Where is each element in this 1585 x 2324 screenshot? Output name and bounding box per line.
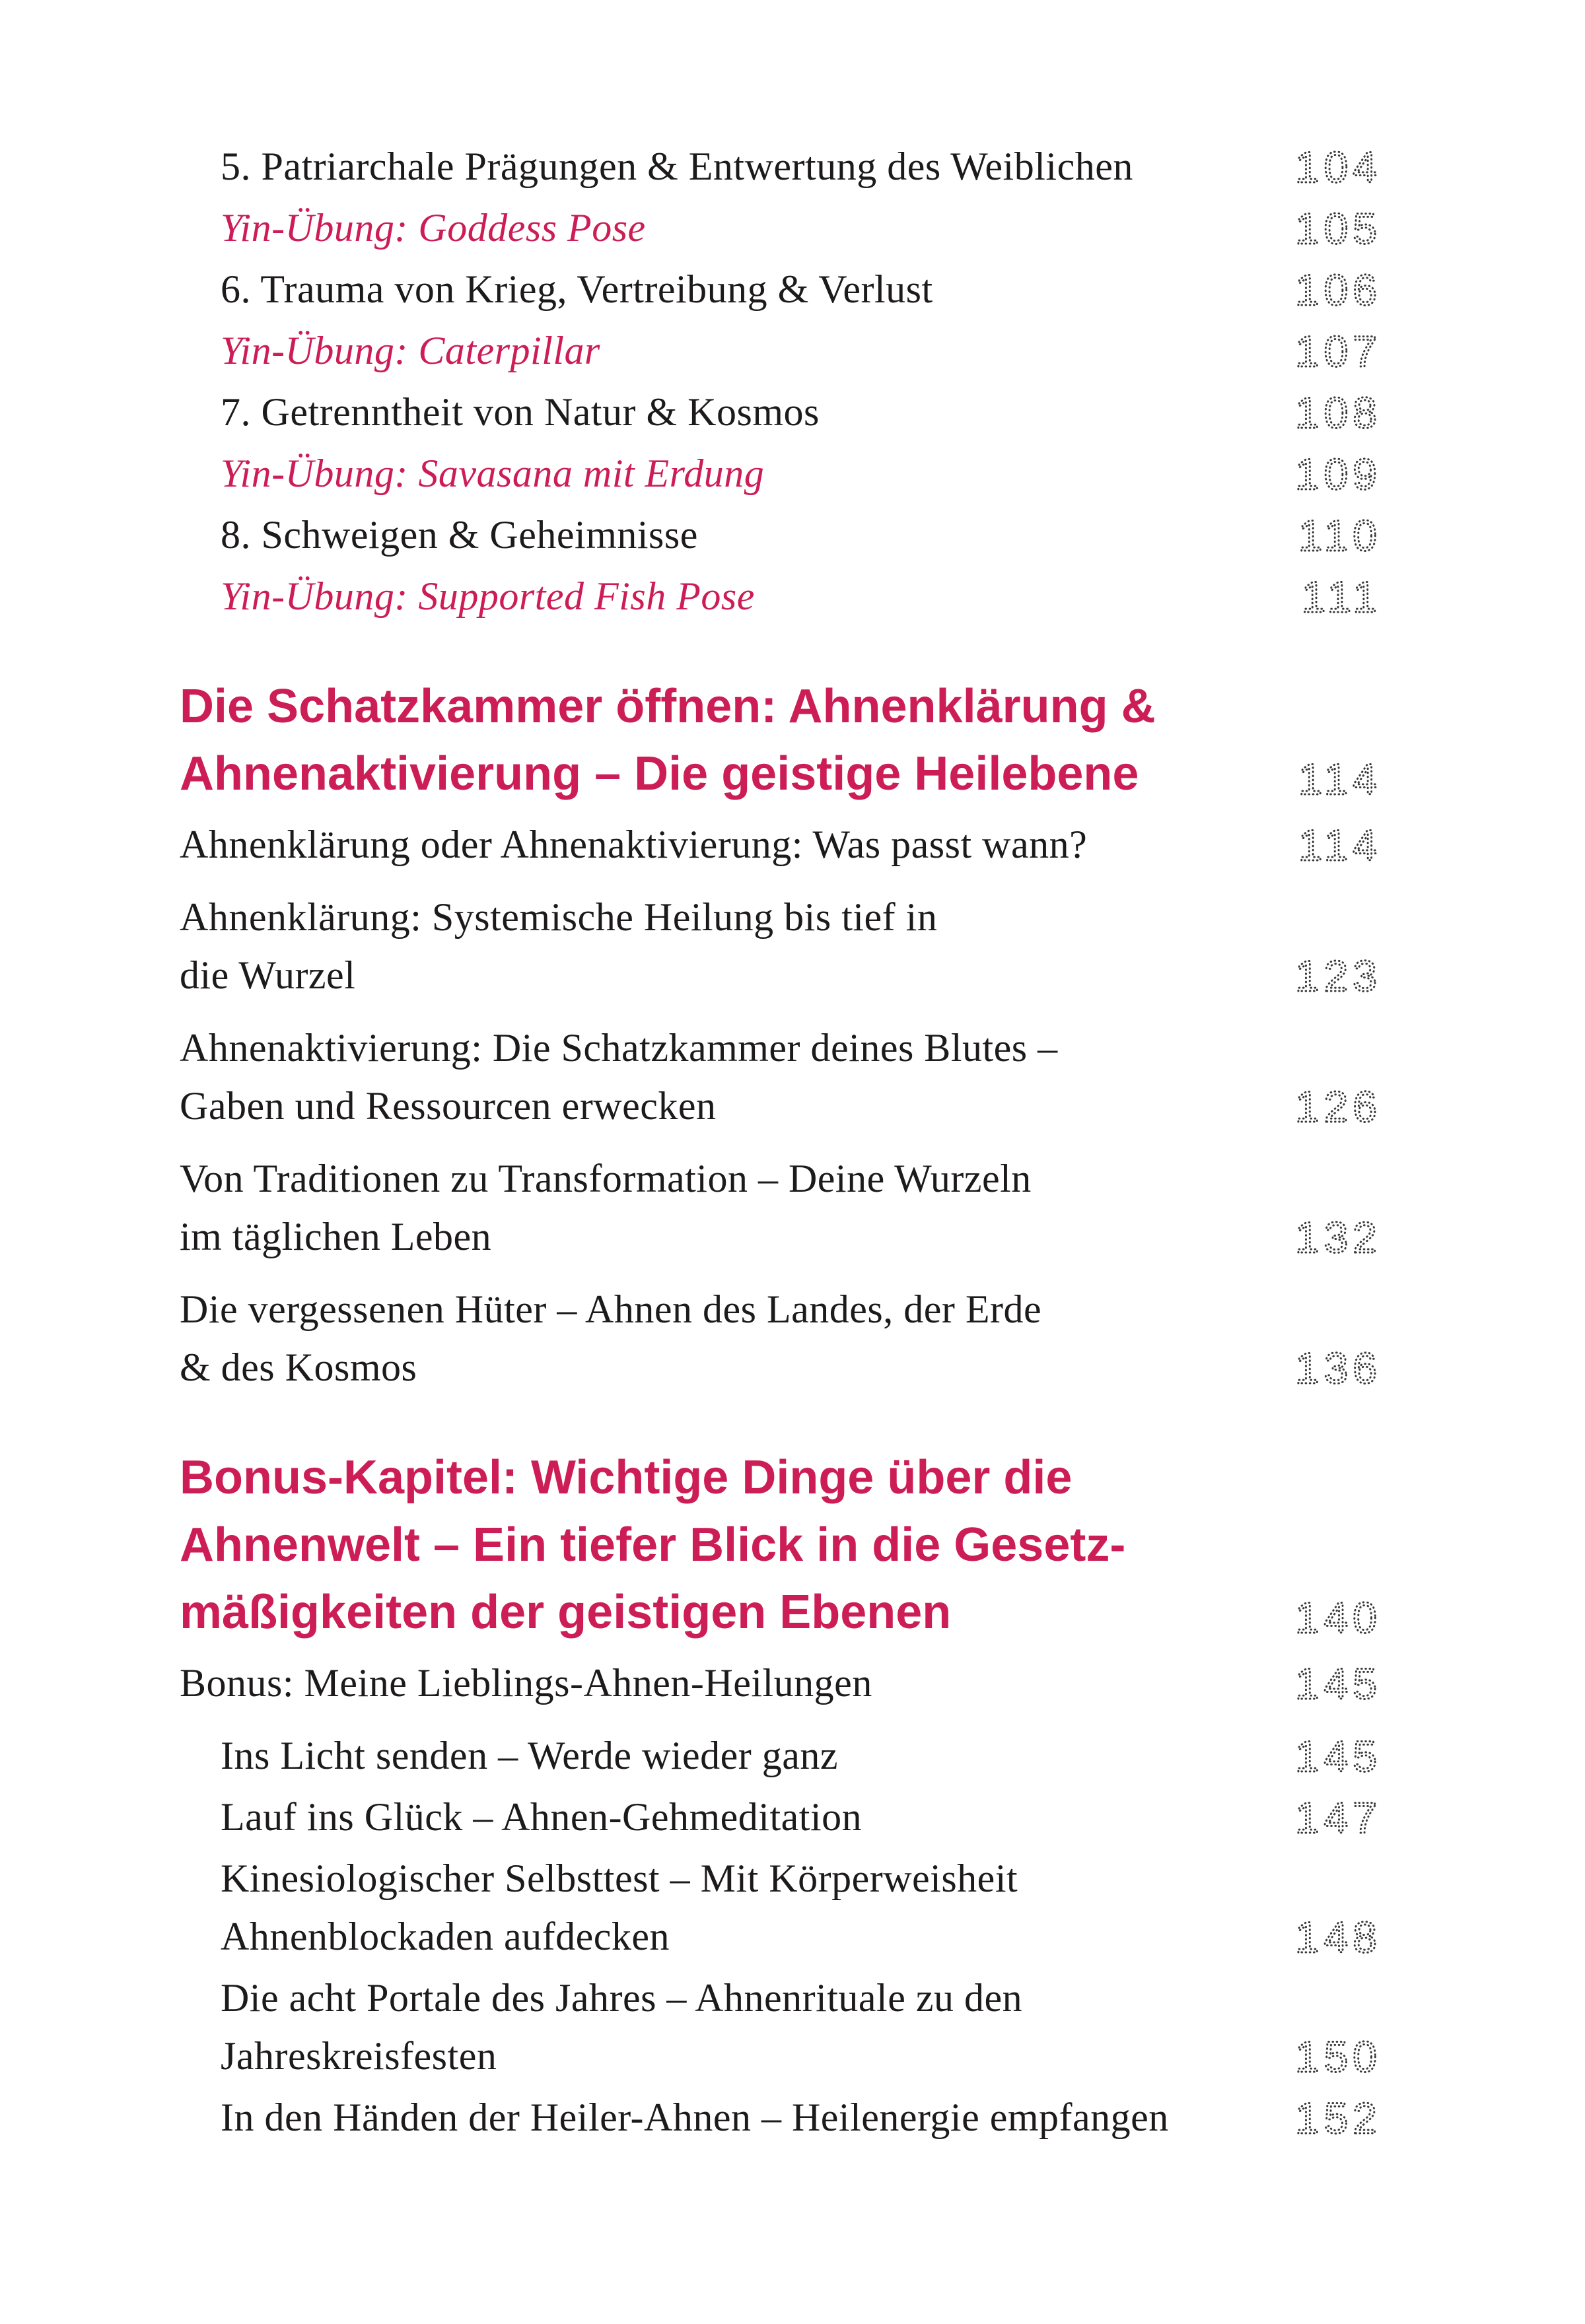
toc-page-number bbox=[1252, 141, 1384, 195]
toc-page-number-text: 106 bbox=[1294, 265, 1382, 314]
toc-row-entry bbox=[180, 1280, 1384, 1396]
toc-row-yin bbox=[180, 199, 1384, 257]
toc-page-number-text: 104 bbox=[1294, 143, 1382, 191]
toc-page-number bbox=[1252, 1342, 1384, 1396]
toc-entry-title: Kinesiologischer Selbsttest – Mit Körperweisheit Ahnenblockaden aufdecken bbox=[221, 1857, 1018, 1958]
toc-page-number-text: 136 bbox=[1294, 1344, 1382, 1392]
toc-row-yin bbox=[180, 567, 1384, 625]
toc-row-entry bbox=[180, 1019, 1384, 1135]
toc-page-number-text: 114 bbox=[1298, 755, 1382, 803]
toc-page-number bbox=[1252, 1212, 1384, 1266]
toc-page-number-text: 105 bbox=[1294, 204, 1382, 253]
toc-row-chapter bbox=[180, 506, 1384, 564]
toc-page-number bbox=[1252, 1792, 1384, 1846]
toc-page-number bbox=[1252, 1081, 1384, 1135]
toc-page-number-text: 108 bbox=[1294, 388, 1382, 437]
toc-section-heading: Die Schatzkammer öffnen: Ahnenklärung & Ahnenaktivierung – Die geistige Heilebene bbox=[180, 680, 1156, 800]
toc-page-number bbox=[1252, 571, 1384, 625]
toc-page-number-text: 110 bbox=[1298, 511, 1382, 560]
toc-entry-title: Von Traditionen zu Transformation – Deine Wurzeln im täglichen Leben bbox=[180, 1157, 1032, 1258]
toc-page-number bbox=[1252, 819, 1384, 873]
toc-entry-title: 5. Patriarchale Prägungen & Entwertung des Weiblichen bbox=[221, 145, 1133, 188]
toc-page-number bbox=[1252, 203, 1384, 257]
toc-entry-title: 6. Trauma von Krieg, Vertreibung & Verlust bbox=[221, 267, 933, 311]
toc-page-number-text: 150 bbox=[1294, 2032, 1382, 2081]
toc-page-number bbox=[1252, 264, 1384, 318]
toc-page-number bbox=[1252, 2092, 1384, 2146]
toc-row-sub bbox=[180, 1726, 1384, 1785]
toc-page-number-text: 152 bbox=[1294, 2094, 1382, 2142]
toc-entry-title: Ahnenklärung oder Ahnenaktivierung: Was passt wann? bbox=[180, 823, 1088, 866]
toc-entry-title: Ahnenklärung: Systemische Heilung bis tief in die Wurzel bbox=[180, 895, 938, 997]
toc-page-number-text: 145 bbox=[1294, 1732, 1382, 1781]
toc-page-number-text: 109 bbox=[1294, 450, 1382, 498]
toc-page-number bbox=[1252, 510, 1384, 564]
toc-row-entry bbox=[180, 1149, 1384, 1266]
toc-entry-title: 8. Schweigen & Geheimnisse bbox=[221, 513, 698, 557]
toc-page-number-text: 123 bbox=[1294, 951, 1382, 1000]
toc-entry-title: 7. Getrenntheit von Natur & Kosmos bbox=[221, 390, 820, 434]
toc-row-chapter bbox=[180, 260, 1384, 318]
toc-page-number bbox=[1252, 1592, 1384, 1646]
toc-page-number bbox=[1252, 1658, 1384, 1712]
toc-row-entry bbox=[180, 888, 1384, 1004]
toc-entry-title: Ins Licht senden – Werde wieder ganz bbox=[221, 1734, 839, 1777]
toc-row-sub bbox=[180, 1788, 1384, 1846]
toc-row-sub bbox=[180, 1969, 1384, 2085]
toc-row-chapter bbox=[180, 383, 1384, 441]
toc-page-number bbox=[1252, 1730, 1384, 1785]
toc-row-heading bbox=[180, 1444, 1384, 1646]
toc-entry-title: Bonus: Meine Lieblings-Ahnen-Heilungen bbox=[180, 1661, 872, 1705]
toc-page-number bbox=[1252, 1911, 1384, 1965]
toc-page-number-text: 114 bbox=[1298, 821, 1382, 870]
toc-row-sub bbox=[180, 2088, 1384, 2146]
toc-entry-title: Die vergessenen Hüter – Ahnen des Landes, der Erde & des Kosmos bbox=[180, 1287, 1042, 1389]
toc-entry-title: Die acht Portale des Jahres – Ahnenrituale zu den Jahreskreisfesten bbox=[221, 1976, 1023, 2078]
toc-page-number bbox=[1252, 325, 1384, 380]
toc-page-number bbox=[1252, 2031, 1384, 2085]
toc-entry-title: Ahnenaktivierung: Die Schatzkammer deines Blutes – Gaben und Ressourcen erwecken bbox=[180, 1026, 1058, 1128]
toc-page-number-text: 107 bbox=[1294, 327, 1382, 376]
toc-page-number bbox=[1252, 387, 1384, 441]
toc-row-yin bbox=[180, 444, 1384, 502]
toc-page-number-text: 140 bbox=[1294, 1593, 1382, 1642]
toc-section-heading: Bonus-Kapitel: Wichtige Dinge über die Ahnenwelt – Ein tiefer Blick in die Gesetz- mäßigkeiten der geistigen Ebenen bbox=[180, 1451, 1126, 1639]
toc-page-number-text: 132 bbox=[1294, 1213, 1382, 1262]
toc-entry-title: Lauf ins Glück – Ahnen-Gehmeditation bbox=[221, 1795, 863, 1839]
toc-row-chapter bbox=[180, 137, 1384, 195]
toc-page-number bbox=[1252, 753, 1384, 807]
toc-page-number bbox=[1252, 448, 1384, 502]
toc-entry-title: In den Händen der Heiler-Ahnen – Heilenergie empfangen bbox=[221, 2096, 1169, 2139]
toc-page-number bbox=[1252, 950, 1384, 1004]
toc-page-number-text: 147 bbox=[1294, 1793, 1382, 1842]
toc-row-sub bbox=[180, 1849, 1384, 1965]
toc-entry-title: Yin-Übung: Goddess Pose bbox=[221, 206, 646, 250]
toc-page-number-text: 145 bbox=[1294, 1659, 1382, 1708]
toc-list bbox=[180, 137, 1384, 2150]
toc-page-number-text: 148 bbox=[1294, 1913, 1382, 1962]
toc-row-yin bbox=[180, 322, 1384, 380]
toc-entry-title: Yin-Übung: Supported Fish Pose bbox=[221, 574, 755, 618]
toc-entry-title: Yin-Übung: Caterpillar bbox=[221, 329, 600, 372]
toc-row-entry bbox=[180, 1654, 1384, 1712]
toc-row-heading bbox=[180, 673, 1384, 807]
toc-row-entry bbox=[180, 815, 1384, 873]
toc-page-number-text: 126 bbox=[1294, 1082, 1382, 1131]
toc-entry-title: Yin-Übung: Savasana mit Erdung bbox=[221, 452, 765, 495]
toc-page-number-text: 111 bbox=[1301, 572, 1382, 621]
